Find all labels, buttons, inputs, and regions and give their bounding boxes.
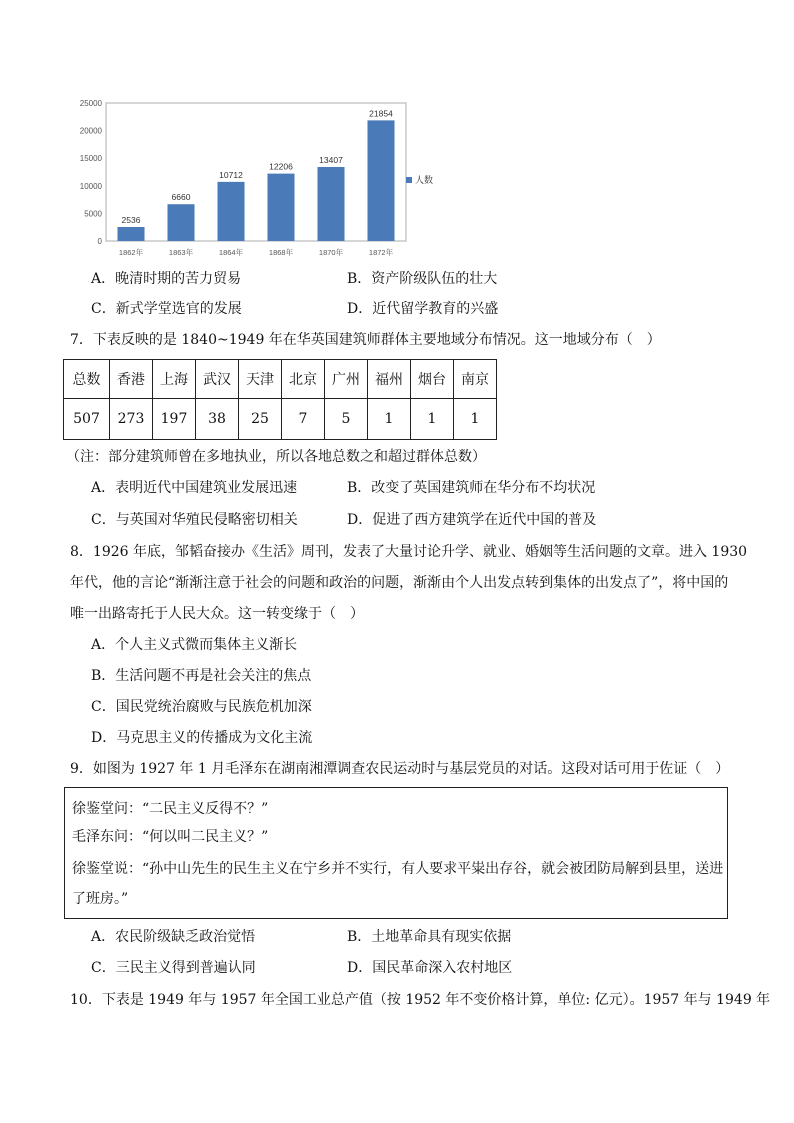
- y-tick-label: 0: [97, 237, 102, 246]
- table-header-cell: 南京: [454, 360, 497, 399]
- q9-option-d: D．国民革命深入农村地区: [347, 960, 513, 976]
- q7-option-b: B．改变了英国建筑师在华分布不均状况: [347, 480, 596, 496]
- q6-option-d: D．近代留学教育的兴盛: [347, 301, 499, 317]
- q6-option-b: B．资产阶级队伍的壮大: [347, 271, 498, 287]
- y-tick-label: 15000: [79, 154, 102, 164]
- q8-option-c: C．国民党统治腐败与民族危机加深: [91, 699, 312, 715]
- bar: [318, 167, 345, 241]
- table-value-cell: 197: [153, 399, 196, 440]
- dialogue-line: 了班房。”: [72, 891, 129, 907]
- table-value-cell: 38: [196, 399, 239, 440]
- table-header-cell: 广州: [325, 360, 368, 399]
- bar-value-label: 13407: [319, 154, 343, 165]
- architect-distribution-table: [63, 359, 497, 440]
- q8-stem-line3: 唯一出路寄托于人民大众。这一转变缘于（ ）: [70, 606, 364, 622]
- bar-value-label: 10712: [219, 169, 243, 180]
- y-tick-label: 20000: [79, 126, 102, 136]
- q7-option-d: D．促进了西方建筑学在近代中国的普及: [347, 512, 597, 528]
- q7-stem: 7．下表反映的是 1840~1949 年在华英国建筑师群体主要地域分布情况。这一地域分布（ ）: [70, 332, 661, 348]
- y-tick-label: 10000: [79, 181, 102, 191]
- table-value-cell: 507: [64, 399, 110, 440]
- bar-value-label: 6660: [171, 192, 191, 203]
- bar: [268, 174, 295, 241]
- table-header-cell: 天津: [239, 360, 282, 399]
- chart-plot-frame: [106, 103, 406, 241]
- table-header-row: [64, 360, 497, 399]
- q7-option-c: C．与英国对华殖民侵略密切相关: [91, 512, 298, 528]
- bar: [368, 120, 395, 241]
- table-header-cell: 北京: [282, 360, 325, 399]
- x-tick-label: 1868年: [268, 248, 294, 257]
- x-tick-label: 1872年: [368, 248, 394, 257]
- bar: [118, 227, 145, 241]
- table-value-cell: 273: [110, 399, 153, 440]
- legend-swatch: [406, 177, 412, 183]
- dialogue-line: 毛泽东问：“何以叫二民主义？”: [72, 829, 269, 845]
- q8-option-d: D．马克思主义的传播成为文化主流: [91, 730, 313, 746]
- q9-option-b: B．土地革命具有现实依据: [347, 929, 512, 945]
- bar-value-label: 21854: [369, 108, 393, 119]
- y-tick-label: 5000: [84, 209, 102, 219]
- table-value-cell: 25: [239, 399, 282, 440]
- bar-value-label: 2536: [121, 215, 141, 226]
- q9-option-a: A．农民阶级缺乏政治觉悟: [91, 929, 256, 945]
- table-header-cell: 总数: [64, 360, 110, 399]
- x-tick-label: 1870年: [318, 248, 344, 257]
- dialogue-line: 徐鉴堂说：“孙中山先生的民生主义在宁乡并不实行，有人要求平粜出存谷，就会被团防局解到县里，送进: [72, 861, 724, 877]
- q9-option-c: C．三民主义得到普遍认同: [91, 960, 256, 976]
- x-tick-label: 1863年: [168, 248, 194, 257]
- q8-option-a: A．个人主义式微而集体主义渐长: [91, 637, 298, 653]
- q7-note: （注：部分建筑师曾在多地执业，所以各地总数之和超过群体总数）: [66, 449, 486, 465]
- q10-stem: 10．下表是 1949 年与 1957 年全国工业总产值（按 1952 年不变价格计算，单位: 亿元）。1957 年与 1949 年: [70, 992, 771, 1008]
- dialogue-line: 徐鉴堂问：“二民主义反得不？”: [72, 801, 269, 817]
- table-header-cell: 福州: [368, 360, 411, 399]
- table-header-cell: 武汉: [196, 360, 239, 399]
- table-value-cell: 1: [454, 399, 497, 440]
- table-value-cell: 1: [368, 399, 411, 440]
- table-value-cell: 1: [411, 399, 454, 440]
- bar-value-label: 12206: [269, 161, 293, 172]
- dialogue-box: [64, 787, 728, 919]
- table-value-cell: 5: [325, 399, 368, 440]
- table-value-row: [64, 399, 497, 440]
- q8-option-b: B．生活问题不再是社会关注的焦点: [91, 668, 312, 684]
- q9-stem: 9．如图为 1927 年 1 月毛泽东在湖南湘潭调查农民运动时与基层党员的对话。这段对话可用于佐证（ ）: [70, 761, 730, 777]
- q6-option-c: C．新式学堂选官的发展: [91, 301, 242, 317]
- x-tick-label: 1862年: [118, 248, 144, 257]
- q8-stem-line2: 年代，他的言论“渐渐注意于社会的问题和政治的问题，渐渐由个人出发点转到集体的出发点了”，将中国的: [70, 575, 729, 591]
- table-header-cell: 香港: [110, 360, 153, 399]
- bar: [218, 182, 245, 241]
- table-value-cell: 7: [282, 399, 325, 440]
- legend-label: 人数: [415, 175, 434, 185]
- table-header-cell: 烟台: [411, 360, 454, 399]
- x-tick-label: 1864年: [218, 248, 244, 257]
- table-header-cell: 上海: [153, 360, 196, 399]
- population-bar-chart: [76, 94, 456, 266]
- q7-option-a: A．表明近代中国建筑业发展迅速: [91, 480, 298, 496]
- q8-stem-line1: 8．1926 年底，邹韬奋接办《生活》周刊，发表了大量讨论升学、就业、婚姻等生活问题的文章。进入 1930: [70, 544, 748, 560]
- bar: [168, 204, 195, 241]
- y-tick-label: 25000: [79, 99, 102, 108]
- q6-option-a: A．晚清时期的苦力贸易: [91, 271, 242, 287]
